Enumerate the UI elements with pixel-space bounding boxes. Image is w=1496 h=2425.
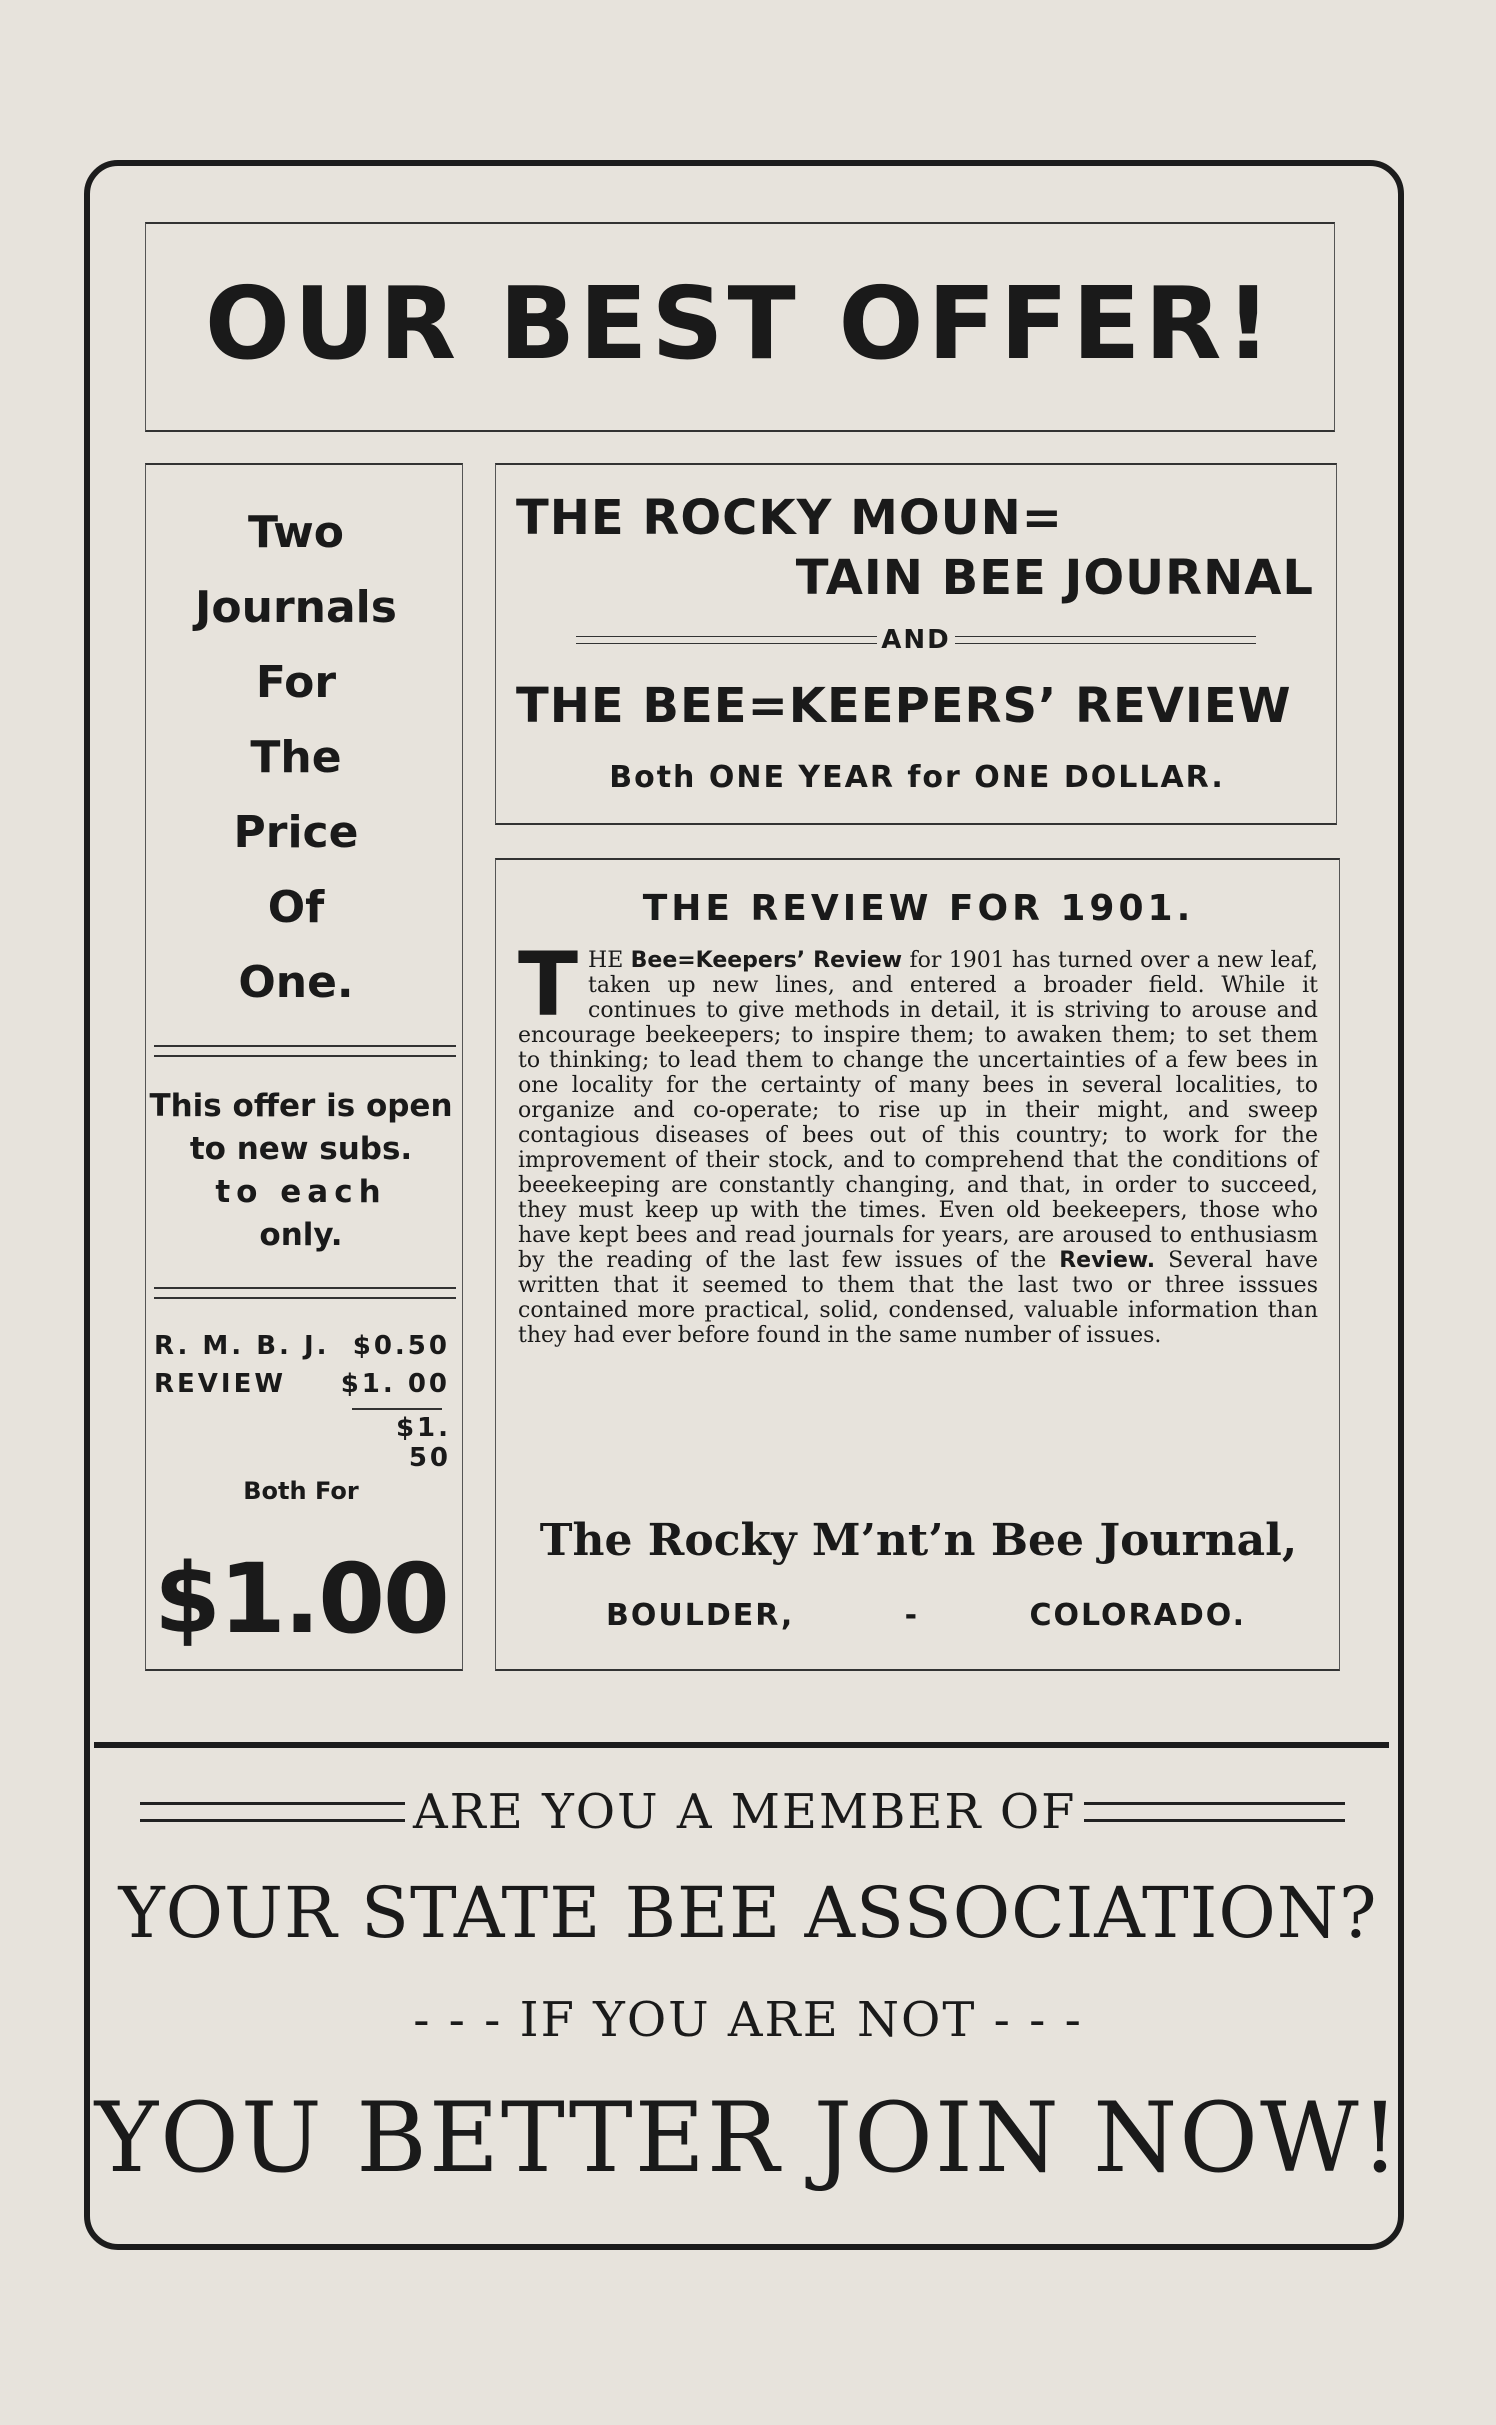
price-amount: $1. 00	[340, 1369, 450, 1399]
rule-left	[576, 636, 877, 644]
slogan-word: For	[255, 657, 337, 708]
offer-line: to each	[215, 1174, 387, 1210]
state: COLORADO.	[1029, 1598, 1246, 1633]
offer-price: $1.00	[154, 1543, 448, 1655]
publisher-address	[606, 1598, 1246, 1633]
price-table	[154, 1327, 450, 1403]
offer-line: only.	[259, 1217, 343, 1253]
publisher-name: The Rocky M’nt’n Bee Journal,	[539, 1515, 1298, 1566]
price-amount: $0.50	[352, 1331, 450, 1361]
both-for-label: Both For	[243, 1477, 359, 1505]
rule-left	[140, 1802, 405, 1822]
and-label: AND	[881, 625, 951, 655]
price-row	[154, 1327, 450, 1365]
divider	[154, 1287, 456, 1299]
headline-box	[145, 222, 1335, 432]
price-label: R. M. B. J.	[154, 1331, 330, 1361]
slogan-word: Price	[233, 807, 359, 858]
price-row	[154, 1365, 450, 1403]
body-text: for 1901 has turned over a new leaf, taken up new lines, and entered a broader field. While it continues to give methods in detail, it is striving to arouse and encourage beekeepers; to inspire them; to awaken them; to set them to thinking; to lead them to change the uncertainties of a few bees in one locality for the certainty of many bees in several localities, to organize and co-operate; to rise up in their might, and sweep contagious diseases of bees out of this country; to work for the improvement of their stock, and to comprehend that the conditions of beeekeeping are constantly changing, and that, in order to succeed, they must keep up with the times. Even old beekeepers, those who have kept bees and read journals for years, are aroused to enthusiasm by the reading of the last few issues of the	[518, 948, 1318, 1273]
member-text: ARE YOU A MEMBER OF	[413, 1784, 1077, 1840]
offer-line: to new subs.	[189, 1131, 413, 1167]
join-now-line: YOU BETTER JOIN NOW!	[94, 2082, 1402, 2194]
sum-rule	[352, 1408, 442, 1410]
body-text: Several have written that it seemed to them that the last two or three isssues contained more practical, solid, condensed, valuable information than they had ever before found in the same number of issues.	[518, 1248, 1319, 1348]
slogan-word: One.	[238, 957, 354, 1008]
both-one-year: Both ONE YEAR for ONE DOLLAR.	[609, 760, 1225, 795]
divider	[154, 1045, 456, 1057]
slogan-word: The	[250, 732, 342, 783]
slogan-word: Of	[267, 882, 325, 933]
city: BOULDER,	[606, 1598, 795, 1633]
offer-sidebar	[145, 463, 463, 1671]
article-body	[518, 933, 1319, 1348]
association-line: YOUR STATE BEE ASSOCIATION?	[118, 1872, 1378, 1954]
rule-right	[955, 636, 1256, 644]
offer-conditions	[146, 1085, 456, 1257]
and-divider	[576, 625, 1256, 655]
journals-box	[495, 463, 1337, 825]
journal-title-line2: TAIN BEE JOURNAL	[795, 550, 1314, 606]
article-title: THE REVIEW FOR 1901.	[642, 888, 1195, 929]
section-divider	[94, 1742, 1389, 1748]
price-total: $1. 50	[395, 1413, 451, 1473]
slogan-word: Journals	[195, 582, 397, 633]
member-question	[140, 1784, 1345, 1840]
slogan-word: Two	[247, 507, 345, 558]
page-title: OUR BEST OFFER!	[204, 264, 1276, 382]
drop-cap: T	[518, 933, 579, 1036]
body-lead: HE	[588, 948, 624, 973]
review-title-line: THE BEE=KEEPERS’ REVIEW	[516, 678, 1292, 734]
offer-line: This offer is open	[149, 1088, 453, 1124]
journal-title-line1: THE ROCKY MOUN=	[516, 490, 1064, 546]
rule-right	[1084, 1802, 1345, 1822]
price-label: REVIEW	[154, 1369, 287, 1399]
separator: -	[904, 1598, 920, 1633]
body-bold: Bee=Keepers’ Review	[630, 948, 903, 973]
two-journals-slogan	[146, 495, 446, 1020]
if-not-line: - - - IF YOU ARE NOT - - -	[413, 1992, 1083, 2048]
review-article	[495, 858, 1340, 1671]
body-bold: Review.	[1059, 1248, 1156, 1273]
